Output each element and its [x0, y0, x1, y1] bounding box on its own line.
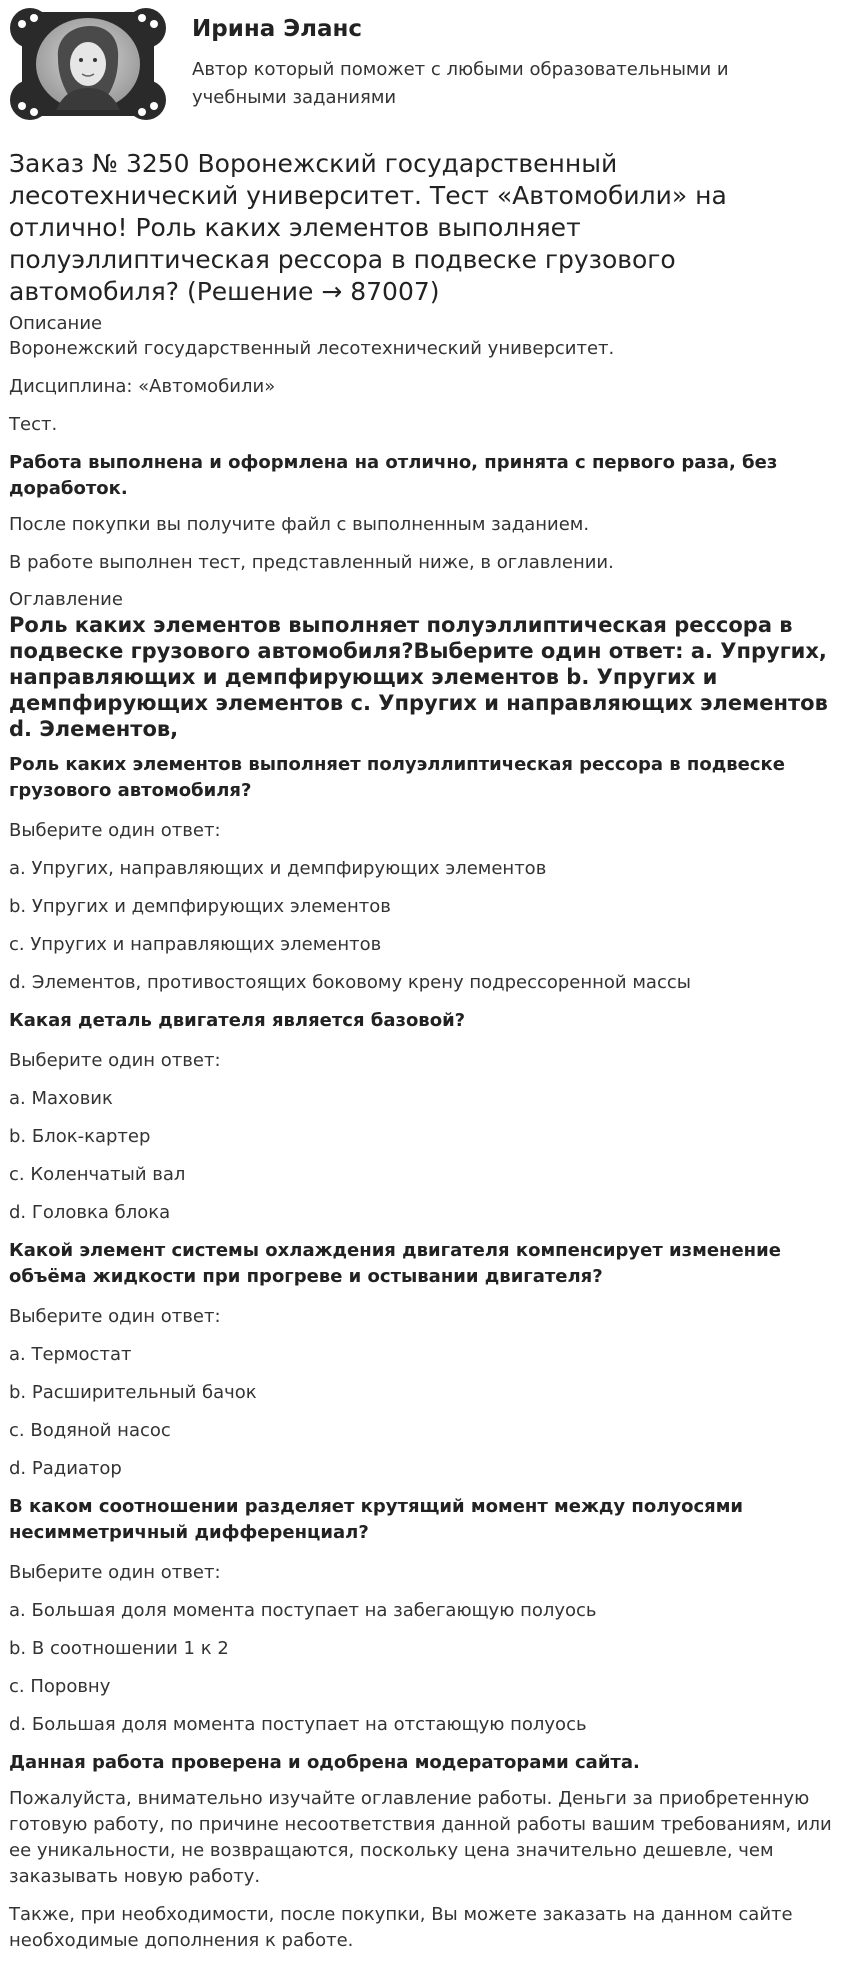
answer-option: a. Большая доля момента поступает на забегающую полуось [9, 1600, 597, 1621]
answer-option: d. Головка блока [9, 1202, 171, 1223]
question-instruction: Выберите один ответ: [9, 820, 221, 841]
footer-paragraph: Также, при необходимости, после покупки, Вы можете заказать на данном сайте необходимые дополнения к работе. [9, 1904, 793, 1951]
description-label: Описание [9, 313, 103, 334]
answer-option: c. Водяной насос [9, 1420, 171, 1441]
question-text: Какой элемент системы охлаждения двигателя компенсирует изменение объёма жидкости при прогреве и остывании двигателя? [9, 1240, 781, 1287]
question-text: В каком соотношении разделяет крутящий момент между полуосями несимметричный дифференциал? [9, 1496, 744, 1543]
description-paragraph: Воронежский государственный лесотехнический университет. [9, 338, 615, 359]
answer-option: a. Маховик [9, 1088, 113, 1109]
footer-paragraph: Пожалуйста, внимательно изучайте оглавление работы. Деньги за приобретенную готовую работу, по причине несоответствия данной работы вашим требованиям, или ее уникальности, не возвращаются, поскольку цена значительно дешевле, чем заказывать новую работу. [9, 1788, 832, 1887]
author-avatar[interactable] [8, 6, 168, 122]
description-paragraph: В работе выполнен тест, представленный ниже, в оглавлении. [9, 552, 614, 573]
answer-option: a. Упругих, направляющих и демпфирующих элементов [9, 858, 547, 879]
answer-option: a. Термостат [9, 1344, 132, 1365]
author-card [8, 6, 838, 126]
answer-option: c. Коленчатый вал [9, 1164, 186, 1185]
main-content [9, 148, 839, 1966]
question-text: Роль каких элементов выполняет полуэллиптическая рессора в подвеске грузового автомобиля? [9, 754, 785, 801]
page-title: Заказ № 3250 Воронежский государственный лесотехнический университет. Тест «Автомобили» на отлично! Роль каких элементов выполняет полуэллиптическая рессора в подвеске грузового автомобиля? (Решение → 87007) [9, 149, 727, 306]
answer-option: d. Радиатор [9, 1458, 122, 1479]
answer-option: c. Поровну [9, 1676, 111, 1697]
quality-note: Работа выполнена и оформлена на отлично, принята с первого раза, без доработок. [9, 452, 778, 499]
description-paragraph: Дисциплина: «Автомобили» [9, 376, 276, 397]
question-instruction: Выберите один ответ: [9, 1562, 221, 1583]
question-instruction: Выберите один ответ: [9, 1050, 221, 1071]
answer-option: b. Расширительный бачок [9, 1382, 257, 1403]
answer-option: b. Блок-картер [9, 1126, 151, 1147]
author-description: Автор который поможет с любыми образовательными и учебными заданиями [192, 59, 729, 108]
question-text: Какая деталь двигателя является базовой? [9, 1010, 466, 1031]
answer-option: c. Упругих и направляющих элементов [9, 934, 382, 955]
answer-option: d. Большая доля момента поступает на отстающую полуось [9, 1714, 587, 1735]
author-name[interactable]: Ирина Эланс [192, 16, 363, 42]
answer-option: d. Элементов, противостоящих боковому крену подрессоренной массы [9, 972, 691, 993]
toc-heading: Роль каких элементов выполняет полуэллиптическая рессора в подвеске грузового автомобиля?Выберите один ответ: a. Упругих, направляющих и демпфирующих элементов b. Упругих и демпфирующих элементов c. Упругих и направляющих элементов d. Элементов, [9, 613, 828, 741]
description-paragraph: Тест. [9, 414, 58, 435]
answer-option: b. Упругих и демпфирующих элементов [9, 896, 391, 917]
description-paragraph: После покупки вы получите файл с выполненным заданием. [9, 514, 590, 535]
answer-option: b. В соотношении 1 к 2 [9, 1638, 229, 1659]
question-instruction: Выберите один ответ: [9, 1306, 221, 1327]
toc-label: Оглавление [9, 589, 123, 610]
moderation-note: Данная работа проверена и одобрена модераторами сайта. [9, 1752, 640, 1773]
